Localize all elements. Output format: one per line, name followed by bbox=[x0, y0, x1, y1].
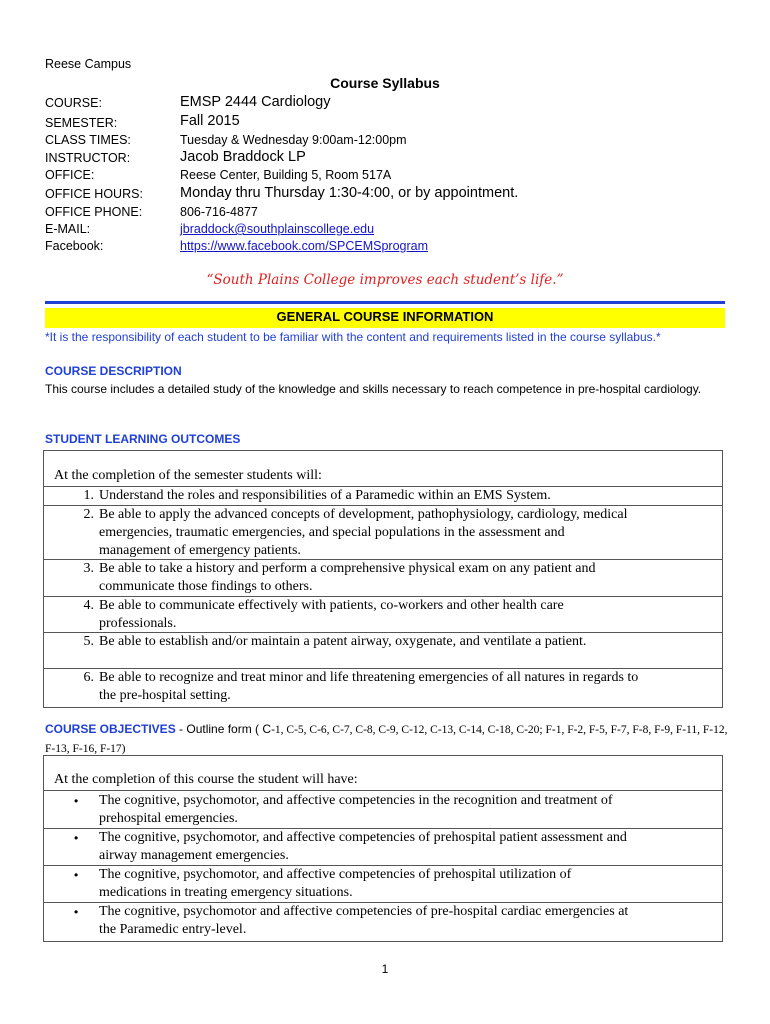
outcome-item: Be able to recognize and treat minor and life threatening emergencies of all natures in regards to the pre-hospital setting. bbox=[99, 670, 639, 703]
objective-item: The cognitive, psychomotor, and affective competencies in the recognition and treatment of prehospital emergencies. bbox=[99, 793, 613, 826]
course-label: COURSE: bbox=[45, 96, 102, 110]
course-description-text: This course includes a detailed study of the knowledge and skills necessary to reach competence in pre-hospital cardiology. bbox=[45, 382, 702, 396]
table-row-divider bbox=[44, 790, 722, 791]
course-value: EMSP 2444 Cardiology bbox=[180, 94, 331, 110]
course-objectives-outline: - Outline form ( C bbox=[175, 722, 272, 736]
semester-label: SEMESTER: bbox=[45, 116, 118, 130]
instructor-label: INSTRUCTOR: bbox=[45, 151, 131, 165]
outcome-number: 5. bbox=[83, 634, 94, 649]
course-objectives-heading: COURSE OBJECTIVES bbox=[45, 722, 176, 736]
outcome-item: Be able to take a history and perform a comprehensive physical exam on any patient and communicate those findings to others. bbox=[99, 561, 596, 594]
bullet-icon: • bbox=[74, 868, 79, 882]
office-label: OFFICE: bbox=[45, 168, 95, 182]
class-times-label: CLASS TIMES: bbox=[45, 133, 131, 147]
campus-name: Reese Campus bbox=[45, 57, 132, 71]
section-divider bbox=[45, 301, 725, 304]
outcomes-intro: At the completion of the semester students will: bbox=[54, 468, 322, 483]
general-info-heading: GENERAL COURSE INFORMATION bbox=[276, 309, 494, 324]
bullet-icon: • bbox=[74, 794, 79, 808]
responsibility-notice: *It is the responsibility of each student to be familiar with the content and requirements listed in the course syllabus.* bbox=[45, 330, 661, 344]
outcome-number: 6. bbox=[83, 670, 94, 685]
course-objectives-codes: -1, C-5, C-6, C-7, C-8, C-9, C-12, C-13, C-14, C-18, C-20; F-1, F-2, F-5, F-7, F-8, F-9, F-11, F-12, F-13, F-16, F-17) bbox=[45, 724, 728, 755]
instructor-value: Jacob Braddock LP bbox=[180, 149, 306, 165]
semester-value: Fall 2015 bbox=[180, 113, 240, 129]
course-objectives-table bbox=[43, 755, 723, 942]
email-label: E-MAIL: bbox=[45, 222, 91, 236]
office-hours-value: Monday thru Thursday 1:30-4:00, or by appointment. bbox=[180, 185, 519, 201]
outcome-number: 3. bbox=[83, 561, 94, 576]
page-title: Course Syllabus bbox=[330, 75, 440, 91]
learning-outcomes-table bbox=[43, 450, 723, 708]
course-objectives-line bbox=[45, 720, 735, 758]
outcome-item: Be able to apply the advanced concepts of development, pathophysiology, cardiology, medical emergencies, traumatic emergencies, and special populations in the assessment and management of emergency patients. bbox=[99, 507, 628, 558]
course-description-heading: COURSE DESCRIPTION bbox=[45, 364, 182, 378]
facebook-link[interactable]: https://www.facebook.com/SPCEMSprogram bbox=[180, 239, 429, 253]
outcome-number: 1. bbox=[83, 488, 94, 503]
college-motto: “South Plains College improves each student’s life.” bbox=[206, 272, 564, 288]
objective-item: The cognitive, psychomotor and affective competencies of pre-hospital cardiac emergencies at the Paramedic entry-level. bbox=[99, 904, 629, 937]
outcome-item: Understand the roles and responsibilities of a Paramedic within an EMS System. bbox=[99, 488, 551, 503]
learning-outcomes-heading: STUDENT LEARNING OUTCOMES bbox=[45, 432, 241, 446]
bullet-icon: • bbox=[74, 831, 79, 845]
objective-item: The cognitive, psychomotor, and affective competencies of prehospital patient assessment and airway management emergencies. bbox=[99, 830, 627, 863]
office-phone-value: 806-716-4877 bbox=[180, 205, 258, 219]
class-times-value: Tuesday & Wednesday 9:00am-12:00pm bbox=[180, 133, 407, 147]
facebook-label: Facebook: bbox=[45, 239, 104, 253]
outcome-number: 2. bbox=[83, 507, 94, 522]
office-phone-label: OFFICE PHONE: bbox=[45, 205, 143, 219]
outcome-item: Be able to establish and/or maintain a patent airway, oxygenate, and ventilate a patient. bbox=[99, 634, 587, 649]
office-hours-label: OFFICE HOURS: bbox=[45, 187, 143, 201]
objectives-intro: At the completion of this course the student will have: bbox=[54, 772, 358, 787]
office-value: Reese Center, Building 5, Room 517A bbox=[180, 168, 392, 182]
email-link[interactable]: jbraddock@southplainscollege.edu bbox=[180, 222, 375, 236]
outcome-number: 4. bbox=[83, 598, 94, 613]
objective-item: The cognitive, psychomotor, and affective competencies of prehospital utilization of medications in treating emergency situations. bbox=[99, 867, 572, 900]
outcome-item: Be able to communicate effectively with patients, co-workers and other health care professionals. bbox=[99, 598, 564, 631]
page-number: 1 bbox=[381, 962, 389, 976]
bullet-icon: • bbox=[74, 905, 79, 919]
